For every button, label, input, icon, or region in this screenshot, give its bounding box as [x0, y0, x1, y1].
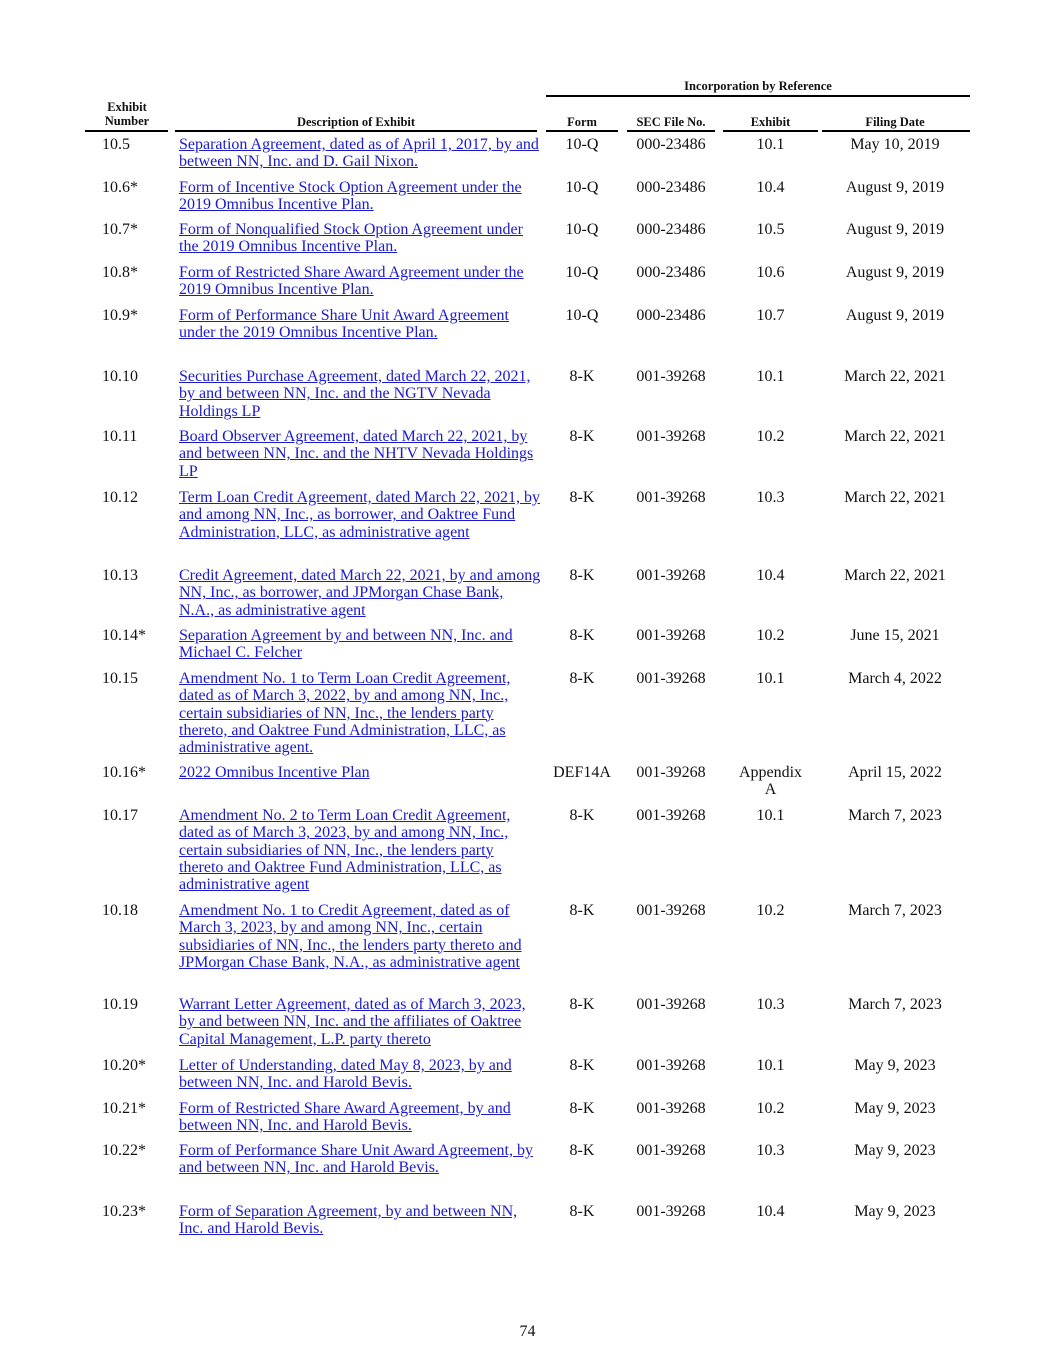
- incorporation-rule: [546, 95, 970, 97]
- sec-file-cell: 001-39268: [636, 428, 706, 445]
- exhibit-number: 10.11: [102, 428, 138, 445]
- description-cell: [179, 1203, 541, 1238]
- exhibit-cell: 10.1: [756, 368, 785, 385]
- exhibit-link[interactable]: 2022 Omnibus Incentive Plan: [179, 764, 370, 781]
- exhibit-link[interactable]: Amendment No. 1 to Credit Agreement, dated as of March 3, 2023, by and among NN, Inc., certain subsidiaries of NN, Inc., the lenders party thereto and JPMorgan Chase Bank, N.A., as administrative agent: [179, 902, 522, 971]
- sec-file-cell: 001-39268: [636, 567, 706, 584]
- exhibit-number: 10.8*: [102, 264, 138, 281]
- sec-file-cell: 001-39268: [636, 996, 706, 1013]
- sec-file-cell: 000-23486: [636, 307, 706, 324]
- sec-file-cell: 001-39268: [636, 627, 706, 644]
- exhibit-link[interactable]: Securities Purchase Agreement, dated March 22, 2021, by and between NN, Inc. and the NGTV Nevada Holdings LP: [179, 368, 531, 420]
- header-rule-sec: [627, 130, 715, 132]
- header-rule-number: [85, 130, 168, 132]
- form-cell: 8-K: [569, 807, 595, 824]
- exhibit-header: Exhibit: [750, 115, 791, 129]
- header-rule-form: [546, 130, 618, 132]
- sec-file-cell: 001-39268: [636, 902, 706, 919]
- form-cell: 10-Q: [565, 264, 599, 281]
- exhibit-link[interactable]: Form of Incentive Stock Option Agreement under the 2019 Omnibus Incentive Plan.: [179, 179, 522, 214]
- filing-date-cell: March 7, 2023: [848, 996, 942, 1013]
- sec-file-cell: 001-39268: [636, 807, 706, 824]
- exhibit-link[interactable]: Form of Separation Agreement, by and between NN, Inc. and Harold Bevis.: [179, 1203, 518, 1238]
- description-cell: [179, 136, 541, 171]
- filing-date-cell: March 7, 2023: [848, 902, 942, 919]
- sec-file-cell: 000-23486: [636, 264, 706, 281]
- description-cell: [179, 1057, 541, 1092]
- exhibit-number: 10.19: [102, 996, 138, 1013]
- exhibit-number: 10.16*: [102, 764, 146, 781]
- page-number: 74: [519, 1323, 536, 1340]
- filing-date-cell: March 22, 2021: [844, 368, 946, 385]
- form-cell: 8-K: [569, 996, 595, 1013]
- sec-file-cell: 001-39268: [636, 1142, 706, 1159]
- exhibit-number: 10.13: [102, 567, 138, 584]
- description-cell: [179, 567, 541, 619]
- exhibit-number: 10.15: [102, 670, 138, 687]
- exhibit-number: 10.12: [102, 489, 138, 506]
- exhibit-cell: 10.4: [756, 1203, 785, 1220]
- filing-date-cell: August 9, 2019: [845, 264, 945, 281]
- filing-date-cell: August 9, 2019: [845, 307, 945, 324]
- exhibit-cell: 10.5: [756, 221, 785, 238]
- filing-date-cell: March 22, 2021: [844, 567, 946, 584]
- exhibit-link[interactable]: Form of Nonqualified Stock Option Agreement under the 2019 Omnibus Incentive Plan.: [179, 221, 523, 256]
- incorporation-header: Incorporation by Reference: [684, 79, 832, 93]
- description-cell: [179, 996, 541, 1048]
- exhibit-link[interactable]: Board Observer Agreement, dated March 22, 2021, by and between NN, Inc. and the NHTV Nevada Holdings LP: [179, 428, 534, 480]
- sec-file-cell: 001-39268: [636, 1100, 706, 1117]
- exhibit-link[interactable]: Form of Performance Share Unit Award Agreement, by and between NN, Inc. and Harold Bevis.: [179, 1142, 533, 1177]
- exhibit-cell: 10.2: [756, 1100, 785, 1117]
- sec-file-cell: 000-23486: [636, 136, 706, 153]
- exhibit-link[interactable]: Form of Restricted Share Award Agreement under the 2019 Omnibus Incentive Plan.: [179, 264, 524, 299]
- filing-date-cell: May 9, 2023: [854, 1057, 936, 1074]
- exhibit-cell: 10.4: [756, 179, 785, 196]
- exhibit-cell: 10.2: [756, 902, 785, 919]
- exhibit-cell: 10.3: [756, 996, 785, 1013]
- sec-file-cell: 001-39268: [636, 368, 706, 385]
- exhibit-cell: 10.1: [756, 136, 785, 153]
- header-rule-exhibit: [723, 130, 818, 132]
- exhibit-link[interactable]: Amendment No. 1 to Term Loan Credit Agreement, dated as of March 3, 2022, by and among NN, Inc., certain subsidiaries of NN, Inc., the lenders party thereto, and Oaktree Fund Administration, LLC, as administrative agent.: [179, 670, 511, 757]
- exhibit-cell: 10.3: [756, 1142, 785, 1159]
- sec-file-cell: 000-23486: [636, 179, 706, 196]
- filing-date-cell: March 22, 2021: [844, 489, 946, 506]
- filing-date-cell: April 15, 2022: [848, 764, 942, 781]
- filing-date-cell: May 9, 2023: [854, 1100, 936, 1117]
- description-cell: [179, 670, 541, 756]
- description-cell: [179, 264, 541, 299]
- header-rule-description: [175, 130, 537, 132]
- form-cell: 10-Q: [565, 307, 599, 324]
- description-cell: [179, 627, 541, 662]
- exhibit-cell: 10.7: [756, 307, 785, 324]
- form-cell: 10-Q: [565, 179, 599, 196]
- exhibit-link[interactable]: Form of Performance Share Unit Award Agreement under the 2019 Omnibus Incentive Plan.: [179, 307, 509, 342]
- description-cell: [179, 1100, 541, 1135]
- description-cell: [179, 179, 541, 214]
- form-cell: 8-K: [569, 567, 595, 584]
- exhibit-number: 10.5: [102, 136, 130, 153]
- exhibit-link[interactable]: Separation Agreement, dated as of April 1, 2017, by and between NN, Inc. and D. Gail Nixon.: [179, 136, 539, 171]
- exhibit-cell: 10.1: [756, 670, 785, 687]
- filing-date-cell: August 9, 2019: [845, 221, 945, 238]
- form-cell: 8-K: [569, 627, 595, 644]
- exhibit-number: 10.18: [102, 902, 138, 919]
- sec-file-cell: 001-39268: [636, 489, 706, 506]
- filing-date-cell: May 9, 2023: [854, 1203, 936, 1220]
- exhibit-number: 10.9*: [102, 307, 138, 324]
- form-cell: 10-Q: [565, 221, 599, 238]
- description-cell: [179, 1142, 541, 1177]
- exhibit-cell: 10.1: [756, 1057, 785, 1074]
- exhibit-number: 10.6*: [102, 179, 138, 196]
- form-header: Form: [567, 115, 597, 129]
- exhibit-number: 10.7*: [102, 221, 138, 238]
- form-cell: 8-K: [569, 1203, 595, 1220]
- header-rule-date: [822, 130, 970, 132]
- sec-file-cell: 001-39268: [636, 670, 706, 687]
- exhibit-number: 10.10: [102, 368, 138, 385]
- exhibit-cell: 10.2: [756, 428, 785, 445]
- filing-date-cell: March 22, 2021: [844, 428, 946, 445]
- exhibit-number: 10.20*: [102, 1057, 146, 1074]
- exhibit-link[interactable]: Credit Agreement, dated March 22, 2021, by and among NN, Inc., as borrower, and JPMorgan Chase Bank, N.A., as administrative agent: [179, 567, 541, 619]
- description-cell: [179, 489, 541, 541]
- exhibit-cell: 10.6: [756, 264, 785, 281]
- description-cell: [179, 221, 541, 256]
- form-cell: 10-Q: [565, 136, 599, 153]
- description-cell: [179, 764, 541, 781]
- exhibit-cell: 10.1: [756, 807, 785, 824]
- filing-date-cell: June 15, 2021: [850, 627, 940, 644]
- exhibit-link[interactable]: Term Loan Credit Agreement, dated March 22, 2021, by and among NN, Inc., as borrower, and Oaktree Fund Administration, LLC, as administrative agent: [179, 489, 540, 541]
- form-cell: DEF14A: [553, 764, 611, 781]
- form-cell: 8-K: [569, 902, 595, 919]
- form-cell: 8-K: [569, 1100, 595, 1117]
- filing-date-header: Filing Date: [865, 115, 925, 129]
- filing-date-cell: May 9, 2023: [854, 1142, 936, 1159]
- sec-file-cell: 001-39268: [636, 1057, 706, 1074]
- description-cell: [179, 428, 541, 480]
- sec-file-cell: 001-39268: [636, 764, 706, 781]
- exhibit-link[interactable]: Form of Restricted Share Award Agreement, by and between NN, Inc. and Harold Bevis.: [179, 1100, 511, 1135]
- exhibit-number: 10.21*: [102, 1100, 146, 1117]
- exhibit-cell: 10.4: [756, 567, 785, 584]
- filing-date-cell: May 10, 2019: [850, 136, 940, 153]
- exhibit-link[interactable]: Separation Agreement by and between NN, Inc. and Michael C. Felcher: [179, 627, 513, 662]
- filing-date-cell: August 9, 2019: [845, 179, 945, 196]
- filing-date-cell: March 4, 2022: [848, 670, 942, 687]
- exhibit-link[interactable]: Amendment No. 2 to Term Loan Credit Agreement, dated as of March 3, 2023, by and among NN, Inc., certain subsidiaries of NN, Inc., the lenders party thereto and Oaktree Fund Administration, LLC, as administrative agent: [179, 807, 511, 894]
- description-cell: [179, 368, 541, 420]
- exhibit-number: 10.23*: [102, 1203, 146, 1220]
- description-cell: [179, 807, 541, 893]
- exhibit-cell: 10.2: [756, 627, 785, 644]
- exhibit-link[interactable]: Letter of Understanding, dated May 8, 2023, by and between NN, Inc. and Harold Bevis.: [179, 1057, 512, 1092]
- description-cell: [179, 307, 541, 342]
- form-cell: 8-K: [569, 368, 595, 385]
- exhibit-number: 10.22*: [102, 1142, 146, 1159]
- sec-file-header: SEC File No.: [636, 115, 706, 129]
- filing-date-cell: March 7, 2023: [848, 807, 942, 824]
- form-cell: 8-K: [569, 1142, 595, 1159]
- form-cell: 8-K: [569, 1057, 595, 1074]
- form-cell: 8-K: [569, 428, 595, 445]
- exhibit-cell: Appendix A: [738, 764, 803, 799]
- form-cell: 8-K: [569, 670, 595, 687]
- description-header: Description of Exhibit: [296, 115, 416, 129]
- exhibit-number-header: Exhibit Number: [104, 100, 150, 128]
- form-cell: 8-K: [569, 489, 595, 506]
- description-cell: [179, 902, 541, 971]
- exhibit-number: 10.17: [102, 807, 138, 824]
- exhibit-link[interactable]: Warrant Letter Agreement, dated as of March 3, 2023, by and between NN, Inc. and the affiliates of Oaktree Capital Management, L.P. party thereto: [179, 996, 526, 1048]
- exhibit-cell: 10.3: [756, 489, 785, 506]
- sec-file-cell: 001-39268: [636, 1203, 706, 1220]
- exhibit-number: 10.14*: [102, 627, 146, 644]
- sec-file-cell: 000-23486: [636, 221, 706, 238]
